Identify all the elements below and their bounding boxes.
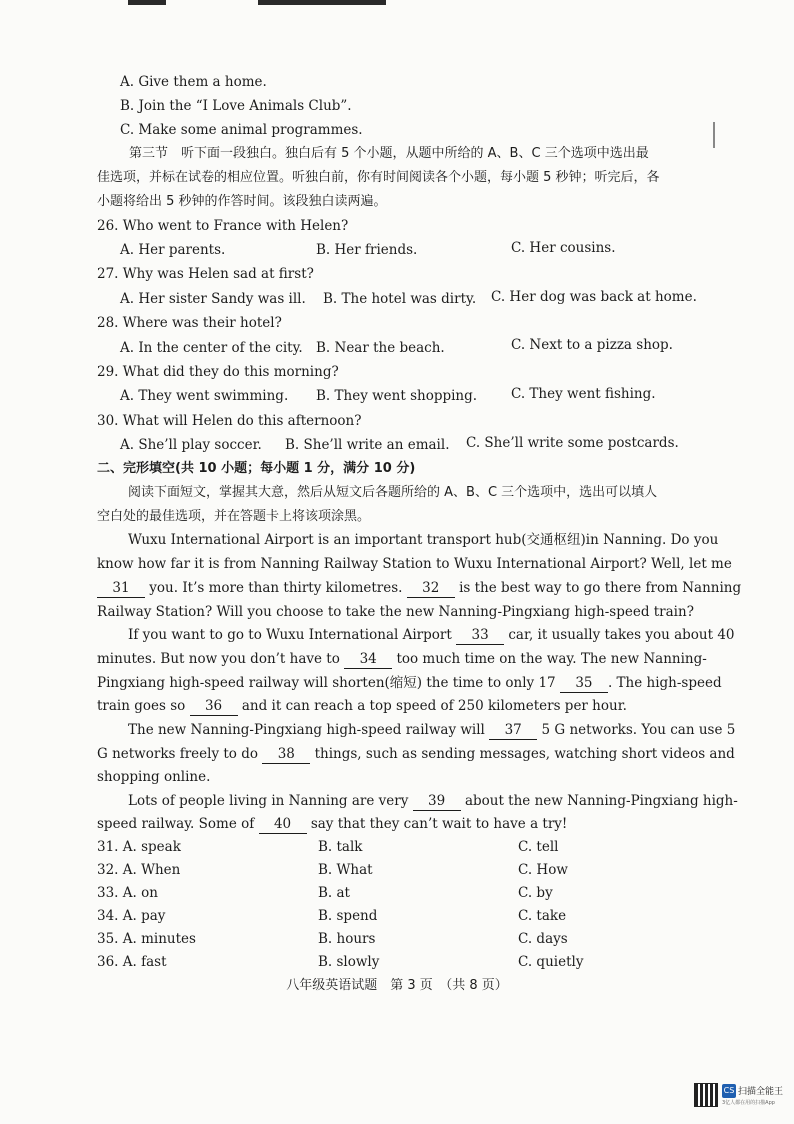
section-heading: 二、完形填空(共 10 小题；每小题 1 分，满分 10 分) — [97, 461, 416, 476]
option-c: C. Next to a pizza shop. — [511, 337, 673, 353]
passage-text: you. It’s more than thirty kilometres. — [149, 580, 403, 596]
question-text: 26. Who went to France with Helen? — [97, 218, 349, 234]
cloze-option-c: C. quietly — [518, 954, 584, 970]
cloze-blank: 33 — [456, 626, 504, 645]
option-b: B. They went shopping. — [316, 388, 478, 404]
passage-text: things, such as sending messages, watching short videos and — [314, 746, 735, 762]
passage-line — [97, 579, 741, 598]
cloze-option-a: 33. A. on — [97, 885, 158, 901]
question-text: 27. Why was Helen sad at first? — [97, 266, 314, 282]
option-text: C. Make some animal programmes. — [120, 122, 363, 138]
passage-text: and it can reach a top speed of 250 kilometers per hour. — [241, 698, 627, 714]
cloze-option-b: B. talk — [318, 839, 363, 855]
passage-text: say that they can’t wait to have a try! — [310, 816, 568, 832]
passage-text: about the new Nanning-Pingxiang high- — [464, 793, 738, 809]
scan-artifact — [128, 0, 166, 5]
cloze-blank: 35 — [560, 674, 608, 693]
passage-line — [128, 721, 735, 740]
cloze-option-b: B. at — [318, 885, 350, 901]
passage-text: train goes so — [97, 698, 186, 714]
question-text: 28. Where was their hotel? — [97, 315, 282, 331]
cloze-option-a: 31. A. speak — [97, 839, 181, 855]
cloze-blank: 37 — [489, 721, 537, 740]
option-a: A. Her parents. — [120, 242, 226, 258]
passage-line — [128, 626, 735, 645]
cloze-option-c: C. by — [518, 885, 553, 901]
cloze-option-b: B. slowly — [318, 954, 380, 970]
cloze-option-a: 32. A. When — [97, 862, 181, 878]
section-instructions: 佳选项，并标在试卷的相应位置。听独白前，你有时间阅读各个小题，每小题 5 秒钟；听完后，各 — [97, 170, 660, 185]
passage-line: Wuxu International Airport is an important transport hub(交通枢纽)in Nanning. Do you — [128, 532, 719, 548]
option-c: C. Her cousins. — [511, 240, 616, 256]
option-c: C. Her dog was back at home. — [491, 289, 697, 305]
cloze-blank: 39 — [413, 792, 461, 811]
passage-line — [97, 697, 627, 716]
cloze-blank: 31 — [97, 579, 145, 598]
option-a: A. Her sister Sandy was ill. — [120, 291, 306, 307]
passage-text: car, it usually takes you about 40 — [508, 627, 735, 643]
cloze-blank: 32 — [407, 579, 455, 598]
question-text: 29. What did they do this morning? — [97, 364, 339, 380]
page-footer: 八年级英语试题 第 3 页 （共 8 页） — [286, 978, 508, 993]
cloze-blank: 38 — [262, 745, 310, 764]
passage-text: . The high-speed — [607, 675, 722, 691]
option-a: A. In the center of the city. — [120, 340, 303, 356]
option-a: A. She’ll play soccer. — [120, 437, 262, 453]
passage-text: Lots of people living in Nanning are very — [128, 793, 409, 809]
cloze-blank: 34 — [344, 650, 392, 669]
cloze-option-c: C. days — [518, 931, 568, 947]
passage-line — [97, 815, 567, 834]
passage-text: The new Nanning-Pingxiang high-speed railway will — [128, 722, 485, 738]
scanner-tagline: 3亿人都在用的扫描App — [722, 1100, 775, 1106]
passage-line: shopping online. — [97, 769, 211, 785]
scan-artifact — [258, 0, 386, 5]
option-b: B. She’ll write an email. — [285, 437, 450, 453]
passage-line — [97, 674, 722, 693]
option-b: B. Near the beach. — [316, 340, 445, 356]
passage-text: 5 G networks. You can use 5 — [541, 722, 736, 738]
cloze-option-c: C. tell — [518, 839, 559, 855]
scanner-logo-icon: CS — [722, 1084, 736, 1098]
passage-text: too much time on the way. The new Nanning- — [396, 651, 707, 667]
cloze-option-a: 36. A. fast — [97, 954, 167, 970]
option-b: B. The hotel was dirty. — [323, 291, 477, 307]
option-text: B. Join the “I Love Animals Club”. — [120, 98, 352, 114]
passage-text: G networks freely to do — [97, 746, 258, 762]
option-c: C. They went fishing. — [511, 386, 656, 402]
qr-code-icon — [694, 1083, 718, 1107]
passage-text: is the best way to go there from Nanning — [459, 580, 742, 596]
scanner-app-name: 扫描全能王 — [738, 1087, 784, 1097]
section-instructions: 空白处的最佳选项，并在答题卡上将该项涂黑。 — [97, 509, 371, 524]
section-instructions: 小题将给出 5 秒钟的作答时间。该段独白读两遍。 — [97, 194, 387, 209]
scan-edge-mark — [713, 122, 715, 148]
passage-line — [97, 745, 735, 764]
passage-line: Railway Station? Will you choose to take the new Nanning-Pingxiang high-speed train? — [97, 604, 694, 620]
section-instructions: 第三节 听下面一段独白。独白后有 5 个小题，从题中所给的 A、B、C 三个选项中选出最 — [129, 146, 649, 161]
option-text: A. Give them a home. — [120, 74, 267, 90]
passage-text: speed railway. Some of — [97, 816, 255, 832]
option-c: C. She’ll write some postcards. — [466, 435, 679, 451]
cloze-blank: 36 — [190, 697, 238, 716]
cloze-option-b: B. hours — [318, 931, 376, 947]
cloze-blank: 40 — [259, 815, 307, 834]
passage-line: know how far it is from Nanning Railway Station to Wuxu International Airport? Well, let me — [97, 556, 732, 572]
passage-line — [128, 792, 738, 811]
passage-text: Pingxiang high-speed railway will shorten(缩短) the time to only 17 — [97, 675, 556, 691]
question-text: 30. What will Helen do this afternoon? — [97, 413, 362, 429]
option-b: B. Her friends. — [316, 242, 418, 258]
cloze-option-b: B. What — [318, 862, 373, 878]
section-instructions: 阅读下面短文，掌握其大意，然后从短文后各题所给的 A、B、C 三个选项中，选出可以填人 — [128, 485, 658, 500]
passage-text: If you want to go to Wuxu International Airport — [128, 627, 452, 643]
passage-line — [97, 650, 707, 669]
cloze-option-b: B. spend — [318, 908, 378, 924]
cloze-option-a: 34. A. pay — [97, 908, 166, 924]
cloze-option-c: C. take — [518, 908, 567, 924]
option-a: A. They went swimming. — [120, 388, 289, 404]
passage-text: minutes. But now you don’t have to — [97, 651, 340, 667]
cloze-option-a: 35. A. minutes — [97, 931, 196, 947]
cloze-option-c: C. How — [518, 862, 568, 878]
